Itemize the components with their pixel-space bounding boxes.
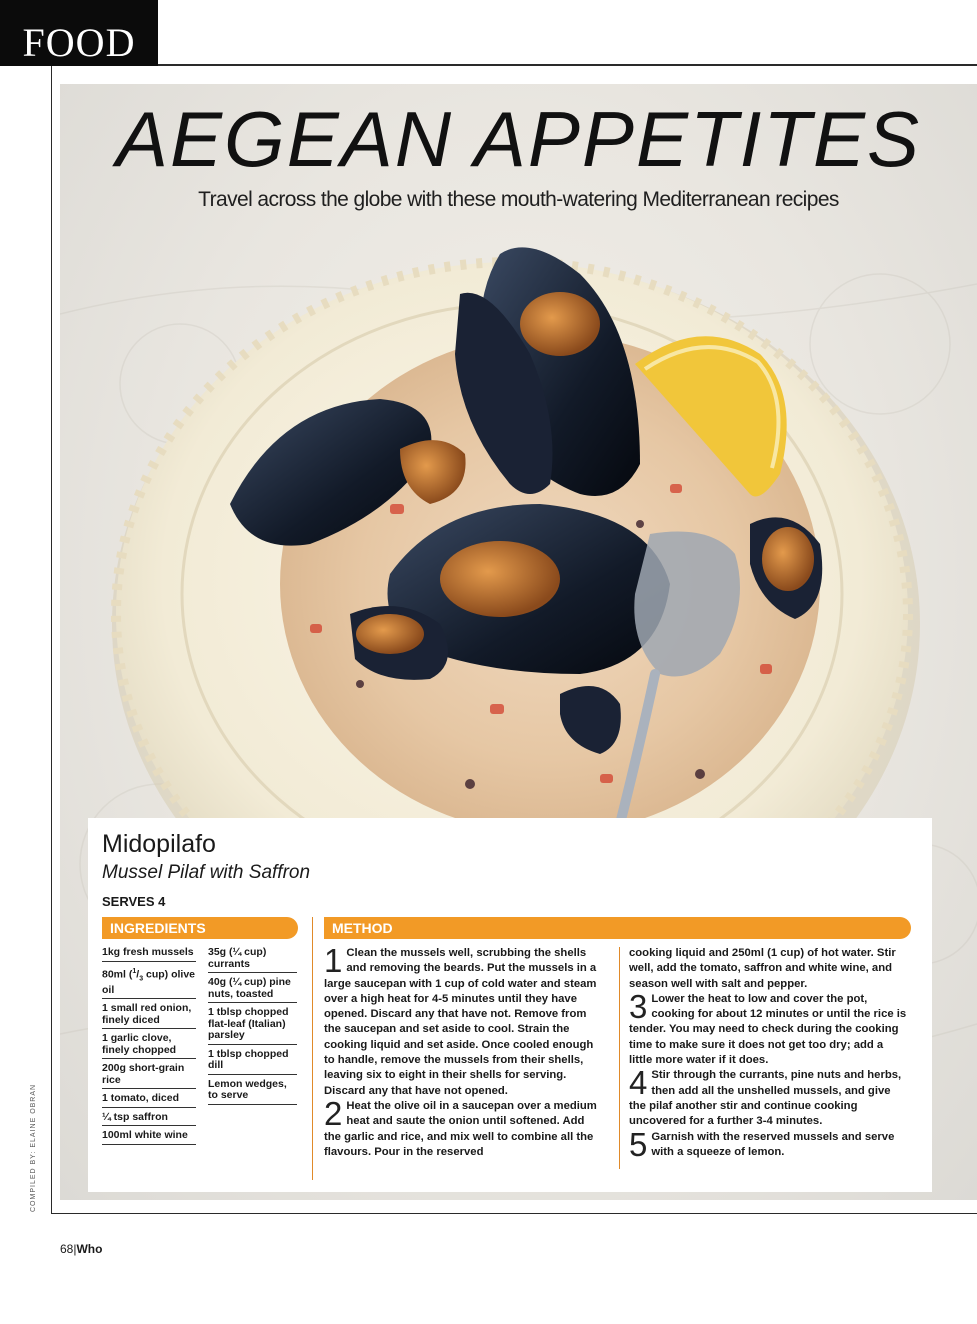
- step-number: 5: [629, 1125, 648, 1163]
- ingredient-item: 200g short-grain rice: [102, 1062, 196, 1089]
- ingredient-item: 100ml white wine: [102, 1129, 196, 1145]
- feature-title: AEGEAN APPETITES: [116, 95, 921, 183]
- step-text: Lower the heat to low and cover the pot, cooking for about 12 minutes or until the rice is tender. You may need to check during the cooking time to make sure it does not get too dry; add a little more water if it does.: [629, 992, 907, 1067]
- method-step-5: [629, 1125, 909, 1163]
- method-step-1: [324, 942, 604, 1099]
- step-number: 1: [324, 942, 343, 979]
- recipe-english-name: Mussel Pilaf with Saffron: [102, 862, 311, 883]
- step-text: Clean the mussels well, scrubbing the shells and removing the beards. Put the mussels in a large saucepan with 1 cup of cold water and steam over a high heat for 4-5 minutes until they have opened. Discard any that have not. Remove from the saucepan and set aside to cool. Strain the cooking liquid and set aside. Once cooled enough to handle, remove the mussels from their shells, leaving six to eight in their shells for serving. Discard any that have not opened.: [324, 947, 597, 1097]
- ingredient-item: 40g (¼ cup) pine nuts, toasted: [208, 976, 297, 1003]
- step-number: 2: [324, 1094, 343, 1132]
- section-label: FOOD: [0, 0, 158, 66]
- ingredient-item: ¼ tsp saffron: [102, 1111, 196, 1127]
- step-text: cooking liquid and 250ml (1 cup) of hot water. Stir well, add the tomato, saffron and white wine, and season well with salt and pepper.: [629, 947, 896, 990]
- method-step-2: [324, 1094, 604, 1160]
- photo-credit: [30, 1083, 40, 1324]
- recipe-serves: SERVES 4: [102, 894, 166, 909]
- ingredients-column-2: [208, 946, 297, 1108]
- recipe-card: [88, 818, 932, 1192]
- method-heading: METHOD: [324, 917, 911, 939]
- ingredient-item: 1 tomato, diced: [102, 1092, 196, 1108]
- ingredient-item: 35g (¼ cup) currants: [208, 946, 297, 973]
- step-number: 4: [629, 1064, 648, 1102]
- method-column-1: [324, 942, 604, 1160]
- method-column-divider: [619, 947, 620, 1169]
- ingredient-item: 1 tblsp chopped flat-leaf (Italian) parsley: [208, 1006, 297, 1045]
- ingredient-item: 80ml ($^1/_3$ cup) olive oil: [102, 965, 196, 1000]
- method-step-4: [629, 1064, 909, 1129]
- ingredient-item: 1 tblsp chopped dill: [208, 1048, 297, 1075]
- ingredients-column-1: [102, 946, 196, 1148]
- step-number: 3: [629, 987, 648, 1025]
- frame-rule-left: [51, 66, 52, 1214]
- ingredient-item: 1 garlic clove, finely chopped: [102, 1032, 196, 1059]
- method-step-3: [629, 987, 909, 1068]
- frame-rule-bottom: [51, 1213, 977, 1214]
- page-folio: [60, 1242, 102, 1256]
- magazine-name: Who: [76, 1242, 103, 1256]
- step-text: Heat the olive oil in a saucepan over a medium heat and saute the onion until softened. Add the garlic and rice, and mix well to combine all the flavours. Pour in the reserved: [324, 1099, 597, 1158]
- step-text: Garnish with the reserved mussels and serve with a squeeze of lemon.: [651, 1130, 895, 1158]
- recipe-name: Midopilafo: [102, 830, 216, 858]
- ingredient-item: 1 small red onion, finely diced: [102, 1002, 196, 1029]
- column-divider: [312, 917, 313, 1180]
- header-rule: [158, 64, 977, 66]
- method-column-2: [629, 946, 909, 1163]
- method-step-2-continued: [629, 946, 909, 992]
- feature-subtitle: Travel across the globe with these mouth-watering Mediterranean recipes: [198, 188, 839, 211]
- ingredients-heading: INGREDIENTS: [102, 917, 298, 939]
- step-text: Stir through the currants, pine nuts and herbs, then add all the unshelled mussels, and give the pilaf another stir and continue cooking uncovered for a further 3-4 minutes.: [629, 1069, 902, 1128]
- credit-text: COMPILED BY: ELAINE OBRAN: [30, 1083, 37, 1212]
- ingredient-item: Lemon wedges, to serve: [208, 1078, 297, 1105]
- folio-separator: |: [73, 1242, 77, 1256]
- page-number: 68: [60, 1242, 74, 1256]
- ingredient-item: 1kg fresh mussels: [102, 946, 196, 962]
